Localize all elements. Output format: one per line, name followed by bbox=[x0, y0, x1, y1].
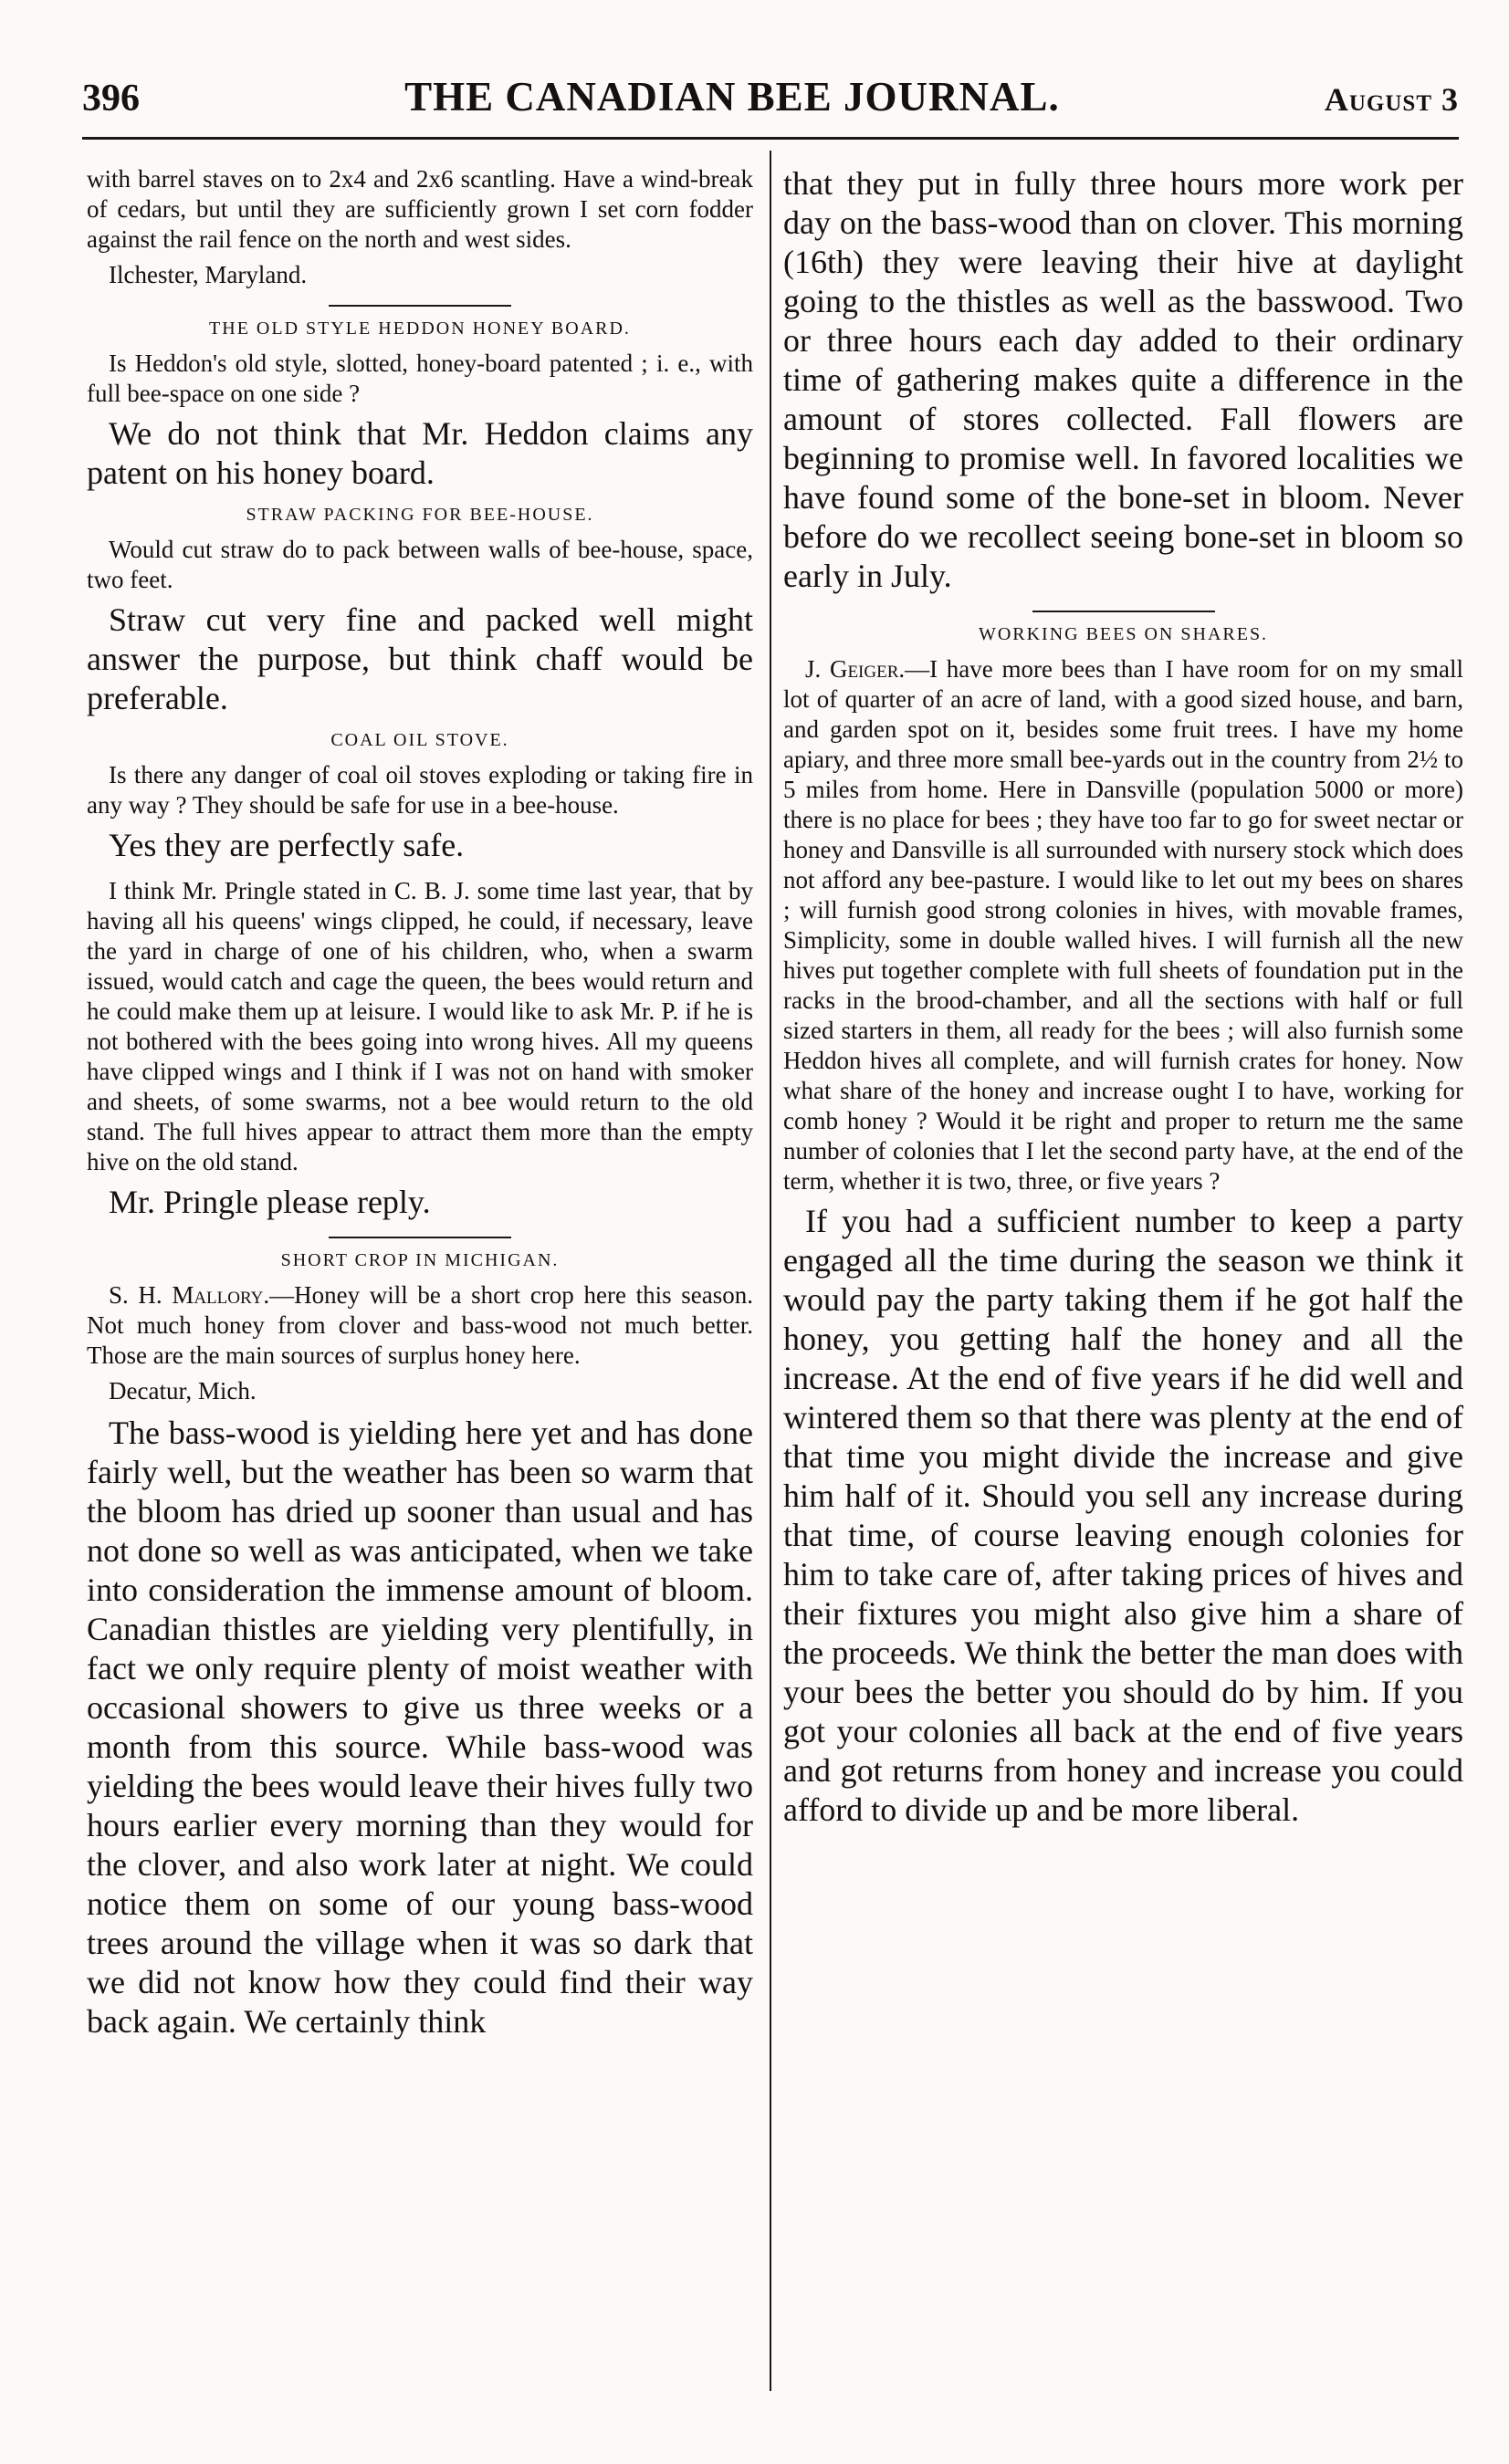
intro-text: with barrel staves on to 2x4 and 2x6 scantling. Have a wind-break of cedars, but until they are sufficiently grown I set corn fodder against the rail fence on the north and west sides. bbox=[87, 165, 753, 253]
intro-signature: Ilchester, Maryland. bbox=[109, 261, 308, 288]
section-rule bbox=[329, 1237, 511, 1238]
section-rule bbox=[329, 305, 511, 307]
author-geiger: J. Geiger. bbox=[805, 655, 906, 683]
reply-pringle: Mr. Pringle please reply. bbox=[109, 1184, 431, 1220]
page-header bbox=[82, 73, 1459, 128]
answer-heddon: We do not think that Mr. Heddon claims any patent on his honey board. bbox=[87, 415, 753, 491]
answer-continued: that they put in fully three hours more work per day on the bass-wood than on clover. This morning (16th) they were leaving their hive at daylight going to the thistles as well as the basswood. Two or three hours each day added to their ordinary time of gathering makes quite a difference in the amount of stores collected. Fall flowers are beginning to promise well. In favored localities we have found some of the bone-set in bloom. Never before do we recollect seeing bone-set in bloom so early in July. bbox=[783, 165, 1463, 594]
section-rule bbox=[1032, 611, 1215, 612]
answer-straw: Straw cut very fine and packed well might answer the purpose, but think chaff would be preferable. bbox=[87, 601, 753, 716]
author-mallory: S. H. Mallory. bbox=[109, 1281, 270, 1309]
letter-geiger-text: —I have more bees than I have room for on my small lot of quarter of an acre of land, with a good sized house, and barn, and garden spot on it, besides some fruit trees. I have my home apiary, and three more small bee-yards out in the country from 2½ to 5 miles from home. Here in Dansville (population 5000 or more) there is no place for bees ; they have too far to go for sweet nectar or honey and Dansville is all surrounded with nursery stock which does not afford any bee-pasture. I would like to let out my bees on shares ; will furnish good strong colonies in hives, with movable frames, Simplicity, some in double walled hives. I will furnish all the new hives put together complete with full sheets of foundation put in the racks in the brood-chamber, and all the sections with half or full sized starters in them, all ready for the bees ; will also furnish some Heddon hives all complete, and will furnish crates for honey. Now what share of the honey and increase ought I to have, working for comb honey ? Would it be right and proper to return me the same number of colonies that I let the second party have, at the end of the term, whether it is two, three, or five years ? bbox=[783, 655, 1463, 1195]
journal-title: THE CANADIAN BEE JOURNAL. bbox=[404, 74, 1060, 120]
section-heading-coal-oil-stove: COAL OIL STOVE. bbox=[330, 730, 509, 750]
letter-geiger bbox=[783, 654, 1463, 1196]
column-divider bbox=[770, 151, 771, 2391]
answer-coal-oil: Yes they are perfectly safe. bbox=[109, 827, 465, 863]
header-rule bbox=[82, 137, 1459, 140]
letter-pringle: I think Mr. Pringle stated in C. B. J. some time last year, that by having all his queens' wings clipped, he could, if necessary, leave the yard in charge of one of his children, who, when a swarm issued, would catch and cage the queen, the bees would return and he could make them up at leisure. I would like to ask Mr. P. if he is not bothered with the bees going into wrong hives. All my queens have clipped wings and I think if I was not on hand with smoker and sheets, of some swarms, not a bee would return to the old stand. The full hives appear to attract them more than the empty hive on the old stand. bbox=[87, 877, 753, 1175]
right-column bbox=[783, 164, 1463, 2382]
page-number: 396 bbox=[82, 78, 140, 120]
letter-mallory-text: —Honey will be a short crop here this season. Not much honey from clover and bass-wood not much better. Those are the main sources of surplus honey here. bbox=[87, 1281, 753, 1369]
mallory-signature: Decatur, Mich. bbox=[109, 1377, 257, 1404]
question-coal-oil: Is there any danger of coal oil stoves exploding or taking fire in any way ? They should be safe for use in a bee-house. bbox=[87, 761, 753, 819]
answer-short-crop: The bass-wood is yielding here yet and has done fairly well, but the weather has been so warm that the bloom has dried up sooner than usual and has not done so well as was anticipated, when we take into consideration the immense amount of bloom. Canadian thistles are yielding very plentifully, in fact we only require plenty of moist weather with occasional showers to give us three weeks or a month from this source. While bass-wood was yielding the bees would leave their hives fully two hours earlier every morning than they would for the clover, and also work later at night. We could notice them on some of our young bass-wood trees around the village when it was so dark that we did not know how they could find their way back again. We certainly think bbox=[87, 1415, 753, 2040]
answer-shares: If you had a sufficient number to keep a party engaged all the time during the season we think it would pay the party taking them if he got half the honey, you getting half the honey and all the increase. At the end of five years if he did well and wintered them so that there was plenty at the end of that time you might divide the increase and give him half of it. Should you sell any increase during that time, of course leaving enough colonies for him to take care of, after taking prices of hives and their fixtures you might also give him a share of the proceeds. We think the better the man does with your bees the better you should do by him. If you got your colonies all back at the end of five years and got returns from honey and increase you could afford to divide up and be more liberal. bbox=[783, 1203, 1463, 1828]
section-heading-working-bees-on-shares: WORKING BEES ON SHARES. bbox=[978, 624, 1269, 644]
issue-date: August 3 bbox=[1324, 81, 1459, 118]
left-column bbox=[87, 164, 753, 2382]
letter-mallory bbox=[87, 1280, 753, 1371]
section-heading-straw-packing: STRAW PACKING FOR BEE-HOUSE. bbox=[246, 505, 594, 525]
question-straw: Would cut straw do to pack between walls of bee-house, space, two feet. bbox=[87, 536, 753, 593]
section-heading-heddon-honey-board: THE OLD STYLE HEDDON HONEY BOARD. bbox=[209, 318, 631, 339]
question-heddon: Is Heddon's old style, slotted, honey-board patented ; i. e., with full bee-space on one side ? bbox=[87, 350, 753, 407]
section-heading-short-crop: SHORT CROP IN MICHIGAN. bbox=[280, 1250, 560, 1270]
